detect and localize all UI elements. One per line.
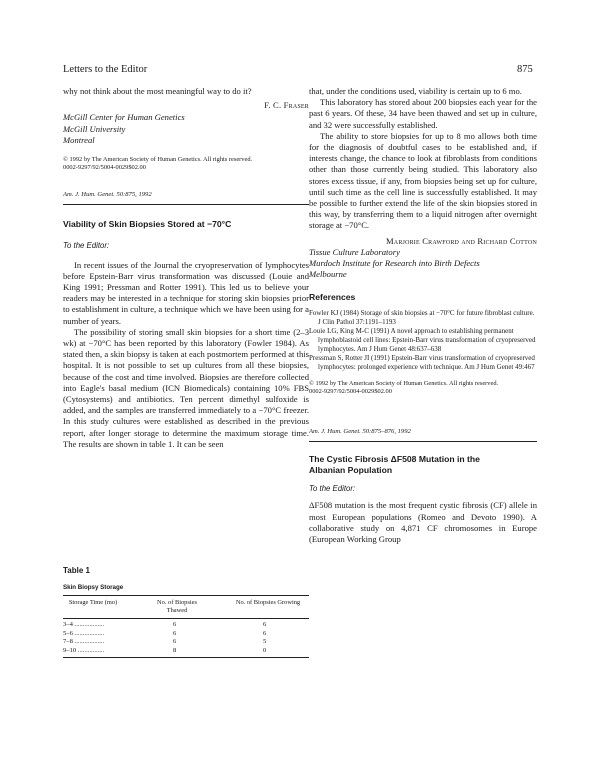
biopsy-affiliation-3: Melbourne xyxy=(309,269,347,280)
biopsy-paragraph-1: In recent issues of the Journal the cryopreservation of lymphocytes before Epstein-Barr virus transformation was discussed (Louie and King 1991; Pressman and Rotter 1991). This led us to believe your readers may be interested in a technique for storing skin biopsies prior to establishment in culture, a technique which we have been using for a number of years. xyxy=(63,259,309,326)
table-body xyxy=(63,619,309,655)
biopsy-affiliation-2: Murdoch Institute for Research into Birth Defects xyxy=(309,258,480,269)
fraser-copyright xyxy=(63,156,309,172)
divider xyxy=(309,441,537,442)
table-row xyxy=(63,638,309,647)
reference-item: Pressman S, Rotter JI (1991) Epstein-Barr virus transformation of cryopreserved lymphocytes: prolonged experience with technique. Am J Hum Genet 49:467 xyxy=(309,353,535,371)
fraser-affiliation-1: McGill Center for Human Genetics xyxy=(63,112,185,123)
biopsy-paragraph-3: This laboratory has stored about 200 biopsies each year for the past 6 years. Of these, 34 have been thawed and set up in culture, and 32 were successfully established. xyxy=(309,97,537,130)
table-1 xyxy=(63,566,309,658)
biopsy-continuation: that, under the conditions used, viability is certain up to 6 mo. xyxy=(309,86,522,96)
divider xyxy=(63,204,309,205)
cell-thawed: 8 xyxy=(173,646,177,654)
cell-thawed: 6 xyxy=(173,638,177,646)
right-column xyxy=(309,86,537,545)
column-header-growing: No. of Biopsies Growing xyxy=(235,599,301,606)
references-heading: References xyxy=(309,292,356,303)
biopsy-paragraph-2: The possibility of storing small skin biopsies for a short time (2–3 wk) at −70°C has been reported by this laboratory (Fowler 1984). As stated then, a skin biopsy is taken at each postmortem performed at this hospital. It is not possible to set up cultures from all these biopsies, because of the cost and time involved. Biopsies are therefore collected into Eagle's basal medium (ICN Biomedicals) containing 10% FBS (Cytosystems) and antibiotics. Ten percent dimethyl sulfoxide is added, and the samples are transferred immediately to a −70°C freezer. In this study cultures were established as described in the previous report, after longer storage to determine the maximum storage time. The results are shown in table 1. It can be seen xyxy=(63,326,309,449)
left-column xyxy=(63,86,309,450)
copyright-line: © 1992 by The American Society of Human Genetics. All rights reserved. xyxy=(63,156,253,164)
table-row xyxy=(63,621,309,630)
cf-citation: Am. J. Hum. Genet. 50:875–876, 1992 xyxy=(309,427,411,435)
copyright-code: 0002-9297/92/5004-0029$02.00 xyxy=(309,387,392,395)
cell-growing: 0 xyxy=(263,646,267,654)
table-label: Table 1 xyxy=(63,566,90,575)
column-header-thawed: No. of Biopsies Thawed xyxy=(157,599,197,614)
cell-time: 5–6 .................. xyxy=(63,629,105,637)
fraser-affiliation-2: McGill University xyxy=(63,123,126,134)
cell-thawed: 6 xyxy=(173,621,177,628)
table-caption: Skin Biopsy Storage xyxy=(63,584,124,591)
biopsy-title: Viability of Skin Biopsies Stored at −70°C xyxy=(63,219,232,230)
copyright-line: © 1992 by The American Society of Human Genetics. All rights reserved. xyxy=(309,379,499,387)
biopsy-copyright xyxy=(309,380,537,396)
running-title: Letters to the Editor xyxy=(63,64,148,75)
biopsy-citation: Am. J. Hum. Genet. 50:875, 1992 xyxy=(63,191,152,199)
cell-time: 3–4 .................. xyxy=(63,621,105,628)
column-header-storage-time: Storage Time (mo) xyxy=(68,599,118,606)
page-number: 875 xyxy=(517,64,533,75)
table-bottom-rule xyxy=(63,657,309,658)
cell-thawed: 6 xyxy=(173,629,177,637)
cell-time: 9–10 ................ xyxy=(63,646,105,654)
copyright-code: 0002-9297/92/5004-0029$02.00 xyxy=(63,164,146,172)
cell-growing: 6 xyxy=(263,629,267,637)
biopsy-signature: Marjorie Crawford and Richard Cotton xyxy=(385,235,537,246)
biopsy-salutation: To the Editor: xyxy=(63,241,110,251)
biopsy-affiliation-1: Tissue Culture Laboratory xyxy=(309,246,400,257)
table-row xyxy=(63,647,309,656)
biopsy-paragraph-4: The ability to store biopsies for up to 8 mo allows both time for the diagnosis of doubtful cases to be established and, if interests change, the chance to look at fibroblasts from conditions other than those currently being studied. This laboratory also stores excess tissue, if any, from biopsies being set up for culture, until such time as the cell line is successfully established. It may be possible to further extend the life of the skin biopsies stored in this way, by transferring them to a liquid nitrogen after overnight storage at −70°C. xyxy=(309,130,537,231)
cf-salutation: To the Editor: xyxy=(309,484,356,494)
reference-item: Louie LG, King M-C (1991) A novel approach to establishing permanent lymphoblastoid cell lines: Epstein-Barr virus transformation of cryopreserved lymphocytes. Am J Hum Genet 48:637–638 xyxy=(309,326,536,353)
reference-item: Fowler KJ (1984) Storage of skin biopsies at −70°C for future fibroblast culture. J Clin Pathol 37:1191–1193 xyxy=(309,308,535,326)
fraser-closing-text: why not think about the most meaningful way to do it? xyxy=(63,86,252,96)
reference-list xyxy=(309,309,537,372)
table-header xyxy=(63,596,309,618)
cf-paragraph: ΔF508 mutation is the most frequent cystic fibrosis (CF) allele in most European populations (Romeo and Devoto 1990). A collaborative study on 4,871 CF chromosomes in Europe (European Working Group xyxy=(309,500,537,545)
cell-growing: 5 xyxy=(263,638,267,646)
table-row xyxy=(63,630,309,639)
cf-title-line-1: The Cystic Fibrosis ΔF508 Mutation in the xyxy=(309,453,480,464)
fraser-signature: F. C. Fraser xyxy=(264,100,309,111)
cell-time: 7–8 .................. xyxy=(63,638,105,646)
cf-title-line-2: Albanian Population xyxy=(309,465,393,476)
fraser-affiliation-3: Montreal xyxy=(63,134,95,145)
cell-growing: 6 xyxy=(263,621,267,628)
